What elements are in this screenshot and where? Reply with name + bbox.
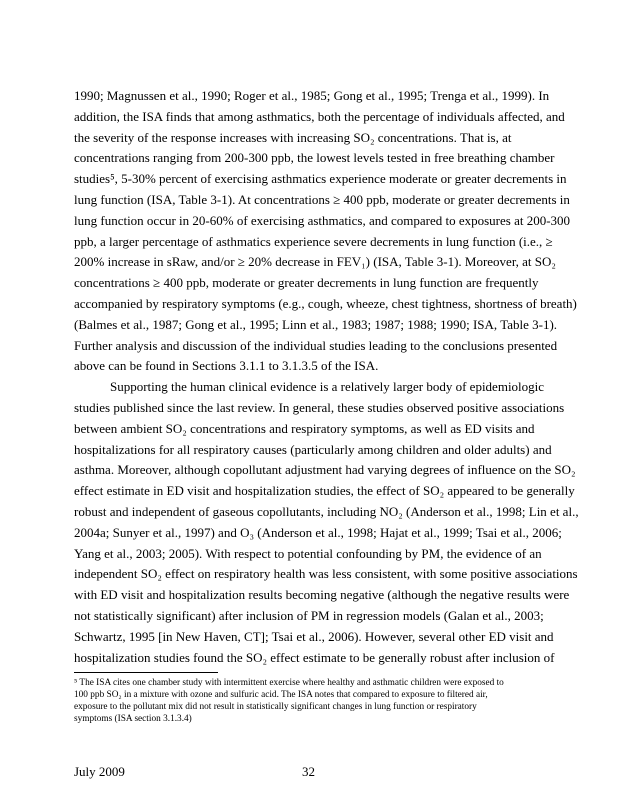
text-line: studies published since the last review. In general, these studies observed positive associations	[74, 399, 565, 415]
text-line: concentrations ranging from 200-300 ppb, the lowest levels tested in free breathing chamber	[74, 150, 555, 166]
text-line: Yang et al., 2003; 2005). With respect to potential confounding by PM, the evidence of an	[74, 545, 542, 561]
text-line: hospitalization studies found the SO₂ effect estimate to be generally robust after inclusion of	[74, 649, 555, 665]
text-line: hospitalizations for all respiratory causes (particularly among children and older adults) and	[74, 441, 552, 457]
footnote-separator	[74, 672, 218, 673]
text-line: robust and independent of gaseous copollutants, including NO₂ (Anderson et al., 1998; Lin et al.,	[74, 503, 579, 519]
page-number: 32	[302, 764, 315, 779]
text-line: (Balmes et al., 1987; Gong et al., 1995; Linn et al., 1983; 1987; 1988; 1990; ISA, Table 3-1).	[74, 316, 558, 332]
text-line: the severity of the response increases with increasing SO₂ concentrations. That is, at	[74, 129, 512, 145]
text-line: lung function occur in 20-60% of exercising asthmatics, and compared to exposures at 200-300	[74, 212, 571, 228]
text-line: Further analysis and discussion of the individual studies leading to the conclusions presented	[74, 337, 558, 353]
text-line: Supporting the human clinical evidence is a relatively larger body of epidemiologic	[110, 379, 545, 395]
footnote-line: ⁵ The ISA cites one chamber study with intermittent exercise where healthy and asthmatic children were exposed to	[74, 678, 504, 688]
footnote	[74, 677, 594, 725]
footnote-line: symptoms (ISA section 3.1.3.4)	[74, 714, 192, 724]
text-line: with ED visit and hospitalization results becoming negative (although the negative results were	[74, 587, 570, 603]
text-line: above can be found in Sections 3.1.1 to 3.1.3.5 of the ISA.	[74, 358, 379, 374]
text-line: asthma. Moreover, although copollutant adjustment had varying degrees of influence on the SO₂	[74, 462, 576, 478]
footnote-line: exposure to the pollutant mix did not result in statistically significant changes in lung function or respiratory	[74, 702, 477, 712]
text-line: 200% increase in sRaw, and/or ≥ 20% decrease in FEV₁) (ISA, Table 3-1). Moreover, at SO₂	[74, 254, 556, 270]
text-line: accompanied by respiratory symptoms (e.g., cough, wheeze, chest tightness, shortness of breath)	[74, 295, 577, 311]
text-line: ppb, a larger percentage of asthmatics experience severe decrements in lung function (i.e., ≥	[74, 233, 553, 249]
text-line: between ambient SO₂ concentrations and respiratory symptoms, as well as ED visits and	[74, 420, 535, 436]
footnote-line: 100 ppb SO₂ in a mixture with ozone and sulfuric acid. The ISA notes that compared to exposure to filtered air,	[74, 690, 488, 700]
text-line: studies⁵, 5-30% percent of exercising asthmatics experience moderate or greater decrements in	[74, 171, 567, 187]
text-line: effect estimate in ED visit and hospitalization studies, the effect of SO₂ appeared to be generally	[74, 483, 575, 499]
text-line: 1990; Magnussen et al., 1990; Roger et al., 1985; Gong et al., 1995; Trenga et al., 1999). In	[74, 88, 550, 103]
text-line: not statistically significant) after inclusion of PM in regression models (Galan et al., 2003;	[74, 607, 544, 623]
footer-date: July 2009	[74, 764, 125, 779]
text-line: lung function (ISA, Table 3-1). At concentrations ≥ 400 ppb, moderate or greater decrements in	[74, 191, 570, 207]
body-text	[74, 86, 594, 668]
text-line: concentrations ≥ 400 ppb, moderate or greater decrements in lung function are frequently	[74, 275, 539, 291]
text-line: independent SO₂ effect on respiratory health was less consistent, with some positive associations	[74, 566, 578, 582]
text-line: Schwartz, 1995 [in New Haven, CT]; Tsai et al., 2006). However, several other ED visit and	[74, 628, 554, 644]
text-line: 2004a; Sunyer et al., 1997) and O₃ (Anderson et al., 1998; Hajat et al., 1999; Tsai et al., 2006;	[74, 524, 562, 540]
text-line: addition, the ISA finds that among asthmatics, both the percentage of individuals affected, and	[74, 108, 565, 124]
